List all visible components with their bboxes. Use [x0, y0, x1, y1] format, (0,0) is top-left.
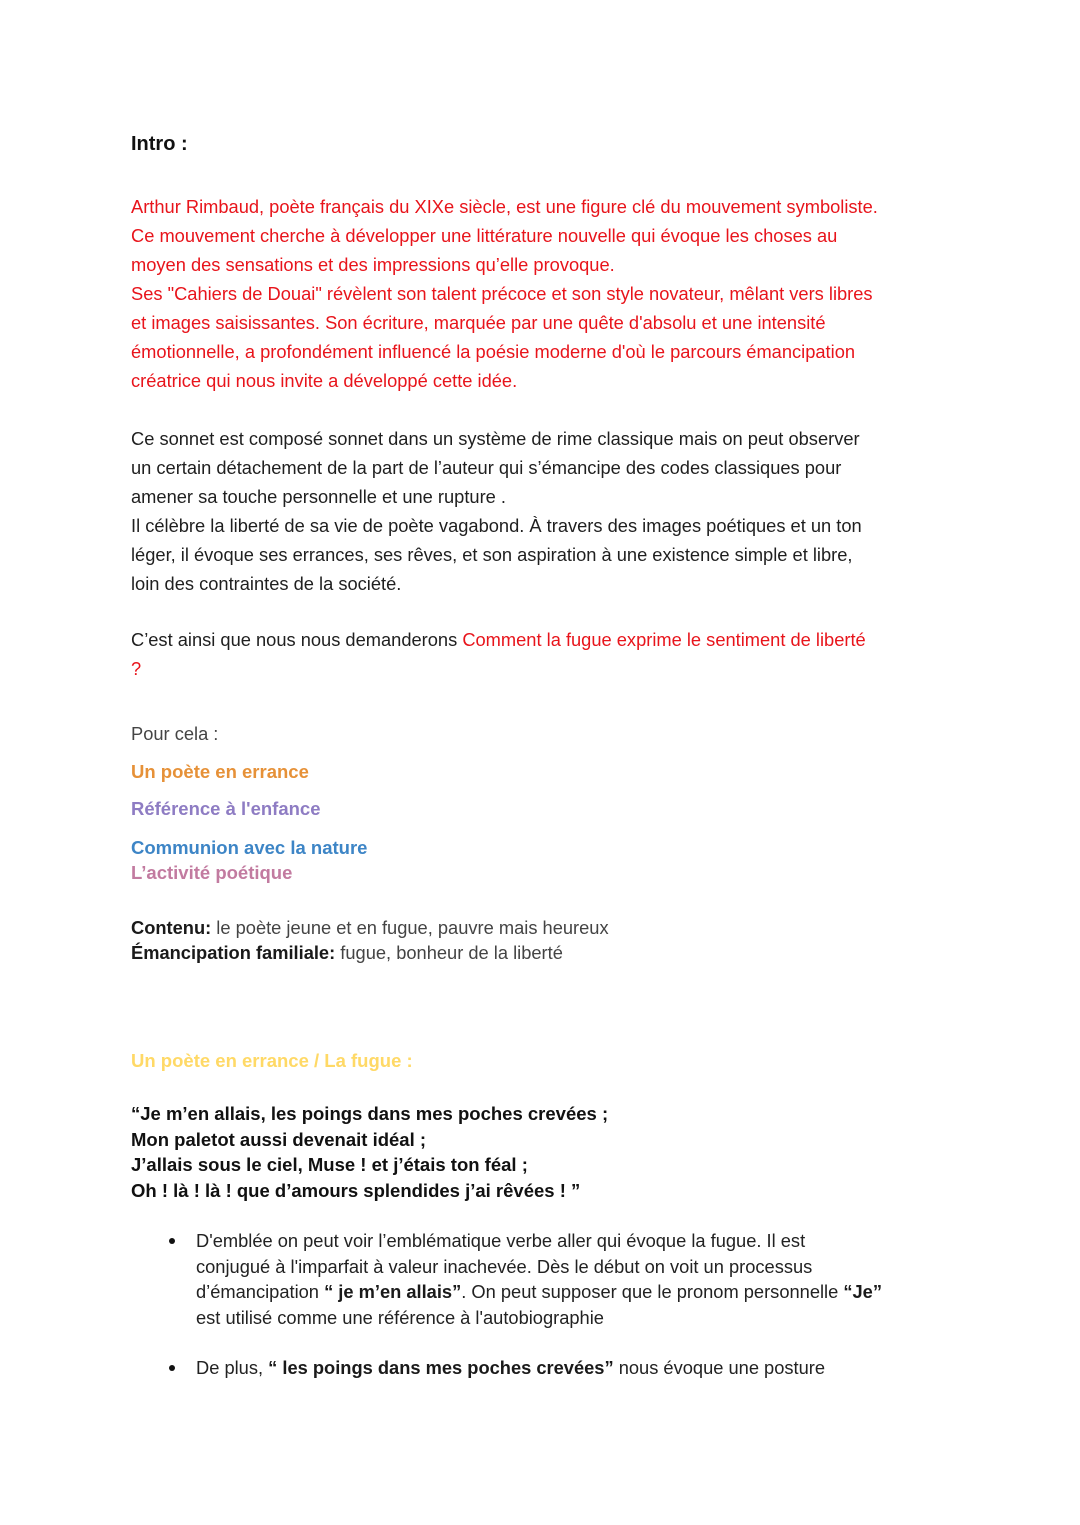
text-run-bold: “Je” [843, 1281, 882, 1302]
contenu-label: Contenu: [131, 917, 212, 938]
intro-heading: Intro : [131, 133, 188, 155]
section-1-heading: Un poète en errance / La fugue : [131, 1050, 413, 1071]
text-line: amener sa touche personnelle et une rupture . [131, 486, 507, 507]
summary-emancipation [131, 942, 563, 964]
text-run: d’émancipation [196, 1281, 325, 1302]
text-line: D'emblée on peut voir l’emblématique verbe aller qui évoque la fugue. Il est [196, 1230, 806, 1251]
text-line: conjugué à l'imparfait à valeur inachevée. Dès le début on voit un processus [196, 1255, 813, 1277]
text-line [196, 1355, 825, 1381]
text-line: un certain détachement de la part de l’auteur qui s’émancipe des codes classiques pour [131, 457, 842, 478]
bullet-dot [169, 1238, 175, 1244]
text-line: Il célèbre la liberté de sa vie de poète vagabond. À travers des images poétiques et un ton [131, 515, 862, 536]
text-run: . On peut supposer que le pronom personnelle [461, 1281, 844, 1302]
bullet-1 [196, 1228, 882, 1330]
text-run-bold: “ je m’en allais” [324, 1281, 462, 1302]
text-line [196, 1279, 882, 1305]
text-run: nous évoque une posture [613, 1357, 826, 1378]
text-line: émotionnelle, a profondément influencé la poésie moderne d'où le parcours émancipation [131, 341, 856, 362]
text-line: Arthur Rimbaud, poète français du XIXe siècle, est une figure clé du mouvement symboliste. [131, 196, 878, 217]
text-line: et images saisissantes. Son écriture, marquée par une quête d'absolu et une intensité [131, 312, 826, 333]
bullet-2 [196, 1355, 825, 1381]
summary-contenu [131, 917, 609, 939]
text-run: De plus, [196, 1357, 269, 1378]
problem-statement [131, 625, 866, 683]
emancipation-text: fugue, bonheur de la liberté [335, 942, 563, 963]
problem-mark: ? [131, 658, 142, 679]
problem-question: Comment la fugue exprime le sentiment de liberté [462, 629, 866, 650]
text-line: est utilisé comme une référence à l'autobiographie [196, 1306, 604, 1328]
emancipation-label: Émancipation familiale: [131, 942, 336, 963]
quote-line: J’allais sous le ciel, Muse ! et j’étais ton féal ; [131, 1154, 528, 1175]
plan-part-4: L’activité poétique [131, 862, 293, 883]
intro-paragraph-2 [131, 424, 862, 598]
quote-line: “Je m’en allais, les poings dans mes poches crevées ; [131, 1103, 609, 1124]
text-line [131, 625, 866, 654]
text-run-bold: “ les poings dans mes poches crevées” [268, 1357, 614, 1378]
plan-part-1: Un poète en errance [131, 761, 309, 782]
bullet-dot [169, 1365, 175, 1371]
text-line: créatrice qui nous invite a développé cette idée. [131, 370, 518, 391]
plan-lead: Pour cela : [131, 723, 219, 744]
contenu-text: le poète jeune et en fugue, pauvre mais heureux [211, 917, 609, 938]
intro-paragraph-1 [131, 192, 878, 395]
plan-part-3: Communion avec la nature [131, 837, 368, 858]
text-line: léger, il évoque ses errances, ses rêves, et son aspiration à une existence simple et libre, [131, 544, 853, 565]
problem-lead: C’est ainsi que nous nous demanderons [131, 629, 463, 650]
text-line: moyen des sensations et des impressions qu’elle provoque. [131, 254, 615, 275]
poem-quote [131, 1101, 608, 1203]
text-line: Ce mouvement cherche à développer une littérature nouvelle qui évoque les choses au [131, 225, 838, 246]
plan-part-2: Référence à l'enfance [131, 798, 321, 819]
text-line: loin des contraintes de la société. [131, 573, 402, 594]
text-line: Ce sonnet est composé sonnet dans un système de rime classique mais on peut observer [131, 428, 860, 449]
quote-line: Oh ! là ! là ! que d’amours splendides j’ai rêvées ! ” [131, 1179, 581, 1201]
quote-line: Mon paletot aussi devenait idéal ; [131, 1128, 427, 1150]
text-line: Ses "Cahiers de Douai" révèlent son talent précoce et son style novateur, mêlant vers libres [131, 283, 873, 304]
document-page [131, 0, 961, 1525]
